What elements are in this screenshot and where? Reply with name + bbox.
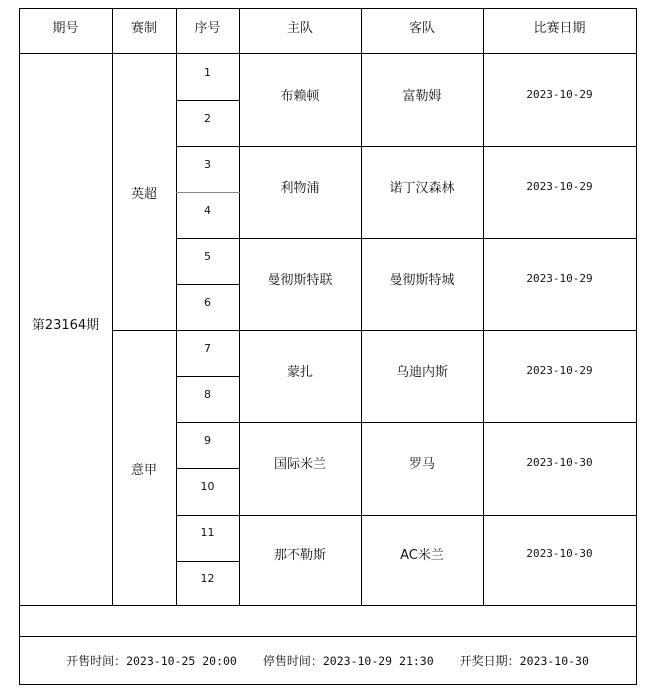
header-period: 期号 <box>52 20 79 36</box>
border-right <box>636 8 637 685</box>
seq-divider <box>176 376 240 377</box>
away-team: 曼彻斯特城 <box>389 272 455 288</box>
draw-date <box>460 652 589 669</box>
header-match-date: 比赛日期 <box>533 20 586 36</box>
home-team: 国际米兰 <box>273 456 326 472</box>
period-cell: 第23164期 <box>31 317 100 333</box>
seq-number: 6 <box>204 295 211 309</box>
away-team: AC米兰 <box>400 547 444 563</box>
away-team: 富勒姆 <box>402 88 442 104</box>
home-team: 布赖顿 <box>280 88 320 104</box>
match-divider-4 <box>176 422 637 423</box>
seq-number: 2 <box>204 111 211 125</box>
away-team: 罗马 <box>408 456 435 472</box>
sale-start-label: 开售时间： <box>66 654 127 668</box>
match-divider-2 <box>176 238 637 239</box>
match-date: 2023-10-30 <box>526 546 593 560</box>
seq-number: 9 <box>204 433 211 447</box>
seq-divider <box>176 100 240 101</box>
competition-premier-league: 英超 <box>130 186 157 202</box>
match-divider-1 <box>176 146 637 147</box>
match-date: 2023-10-29 <box>526 87 593 101</box>
sale-stop <box>263 652 434 669</box>
border-left <box>19 8 20 685</box>
sale-stop-value: 2023-10-29 21:30 <box>322 653 434 668</box>
match-date: 2023-10-29 <box>526 363 593 377</box>
draw-date-value: 2023-10-30 <box>519 653 589 668</box>
competition-divider <box>112 330 637 331</box>
seq-number: 10 <box>200 479 215 493</box>
home-team: 蒙扎 <box>286 364 313 380</box>
seq-divider <box>176 561 240 562</box>
away-team: 诺丁汉森林 <box>389 180 455 196</box>
seq-number: 5 <box>204 249 211 263</box>
seq-divider <box>176 284 240 285</box>
match-date: 2023-10-30 <box>526 455 593 469</box>
seq-divider <box>176 468 240 469</box>
seq-divider <box>176 192 240 193</box>
header-seq: 序号 <box>194 20 221 36</box>
sale-info-footer <box>19 637 636 684</box>
seq-number: 12 <box>200 571 215 585</box>
header-away-team: 客队 <box>408 20 435 36</box>
draw-date-label: 开奖日期： <box>459 654 520 668</box>
seq-number: 3 <box>204 157 211 171</box>
home-team: 曼彻斯特联 <box>267 272 333 288</box>
seq-number: 11 <box>200 525 215 539</box>
seq-number: 4 <box>204 203 211 217</box>
seq-number: 1 <box>204 65 211 79</box>
header-competition: 赛制 <box>130 20 157 36</box>
border-bottom <box>19 684 637 685</box>
sale-start <box>66 652 237 669</box>
home-team: 那不勒斯 <box>273 547 326 563</box>
sale-start-value: 2023-10-25 20:00 <box>126 653 237 668</box>
competition-serie-a: 意甲 <box>130 462 157 478</box>
away-team: 乌迪内斯 <box>395 364 448 380</box>
header-home-team: 主队 <box>286 20 313 36</box>
match-date: 2023-10-29 <box>526 179 593 193</box>
home-team: 利物浦 <box>280 180 320 196</box>
sale-stop-label: 停售时间： <box>262 654 323 668</box>
seq-number: 8 <box>204 387 211 401</box>
seq-number: 7 <box>204 341 211 355</box>
match-divider-5 <box>176 515 637 516</box>
match-date: 2023-10-29 <box>526 271 593 285</box>
